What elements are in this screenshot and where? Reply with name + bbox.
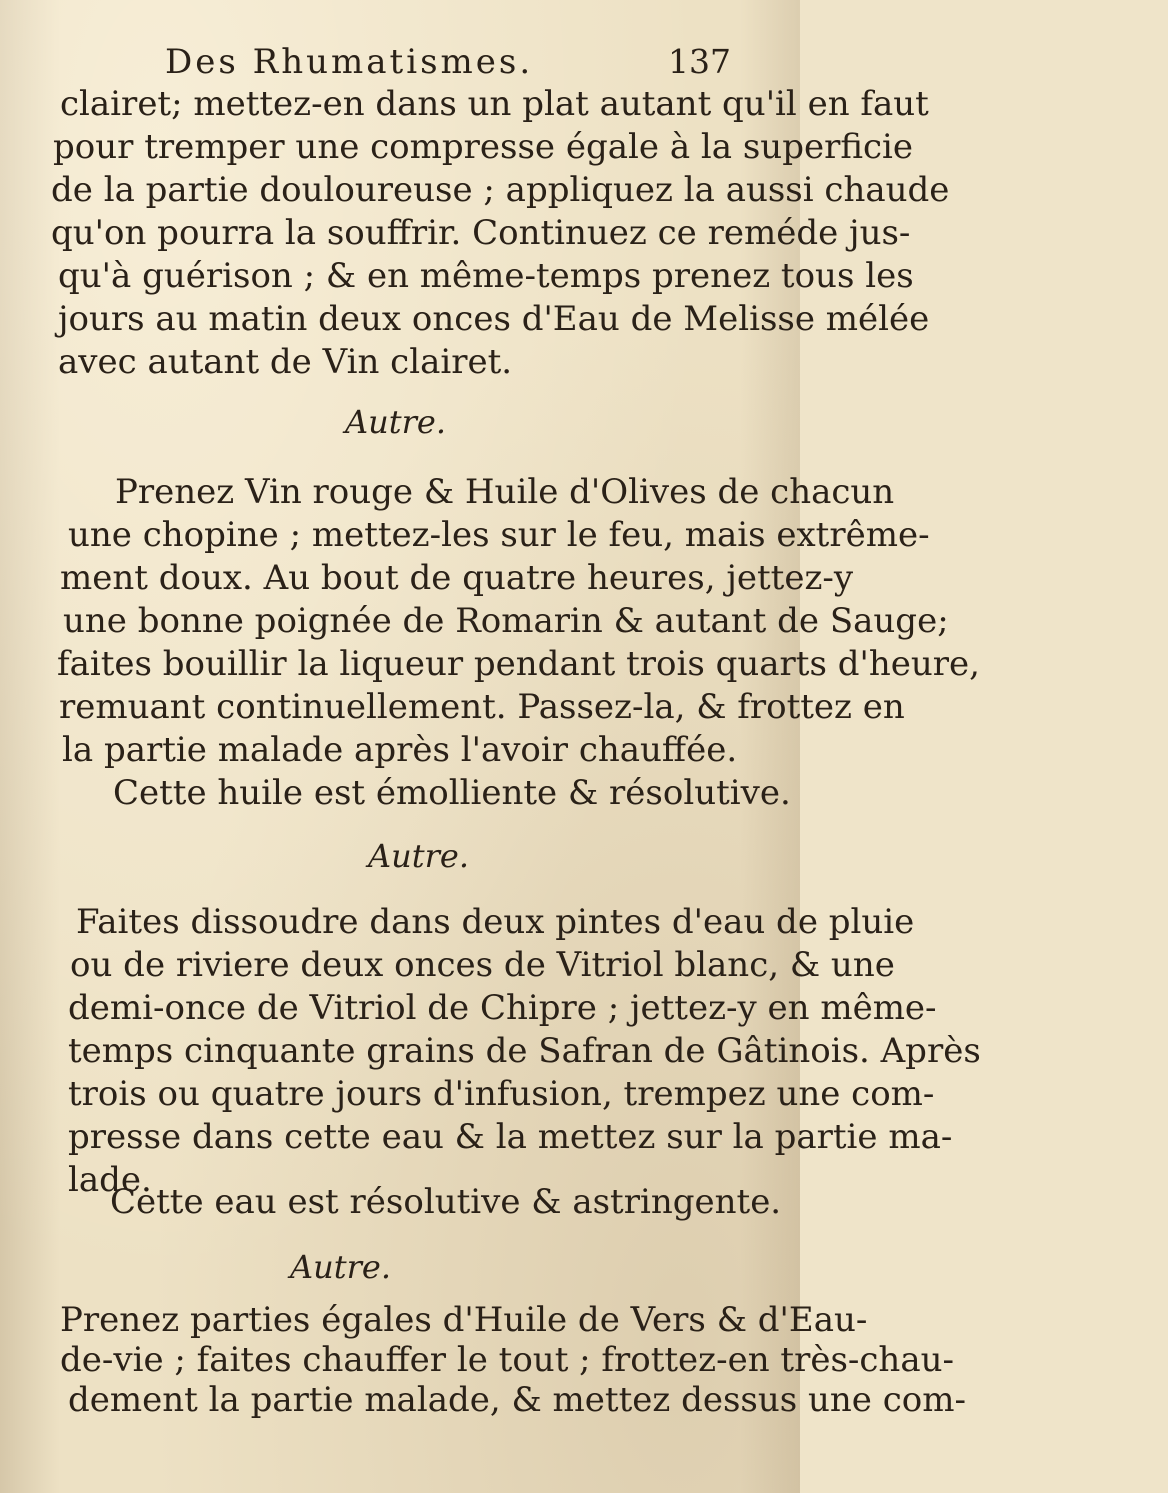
text-line: la partie malade après l'avoir chauffée.: [62, 730, 738, 770]
text-line: temps cinquante grains de Safran de Gâtinois. Après: [68, 1031, 981, 1071]
text-line: Faites dissoudre dans deux pintes d'eau de pluie: [76, 902, 915, 942]
text-line: de-vie ; faites chauffer le tout ; frottez-en très-chau-: [60, 1340, 954, 1380]
text-line: Prenez parties égales d'Huile de Vers & d'Eau-: [60, 1300, 868, 1340]
text-line: Cette eau est résolutive & astringente.: [110, 1182, 782, 1222]
text-line: ment doux. Au bout de quatre heures, jettez-y: [60, 558, 854, 598]
text-line: trois ou quatre jours d'infusion, trempez une com-: [68, 1074, 935, 1114]
text-line: presse dans cette eau & la mettez sur la partie ma-: [68, 1117, 953, 1157]
text-line: dement la partie malade, & mettez dessus une com-: [68, 1380, 966, 1420]
text-line: remuant continuellement. Passez-la, & frottez en: [59, 687, 905, 727]
text-line: qu'on pourra la souffrir. Continuez ce reméde jus-: [51, 213, 911, 253]
section-heading: Autre.: [368, 837, 469, 875]
text-line: jours au matin deux onces d'Eau de Melisse mélée: [58, 299, 930, 339]
text-line: faites bouillir la liqueur pendant trois quarts d'heure,: [57, 644, 980, 684]
page-number: 137: [668, 42, 731, 81]
text-line: ou de riviere deux onces de Vitriol blanc, & une: [70, 945, 895, 985]
text-line: pour tremper une compresse égale à la superficie: [53, 127, 914, 167]
text-line: demi-once de Vitriol de Chipre ; jettez-y en même-: [68, 988, 937, 1028]
text-line: lade.: [68, 1160, 152, 1200]
text-line: une bonne poignée de Romarin & autant de Sauge;: [63, 601, 949, 641]
running-header: [0, 42, 800, 82]
section-heading: Autre.: [345, 403, 446, 441]
text-line: de la partie douloureuse ; appliquez la aussi chaude: [51, 170, 950, 210]
text-line: avec autant de Vin clairet.: [58, 342, 513, 382]
text-line: qu'à guérison ; & en même-temps prenez tous les: [58, 256, 914, 296]
section-heading: Autre.: [290, 1248, 391, 1286]
running-title: Des Rhumatismes.: [165, 42, 534, 82]
text-line: clairet; mettez-en dans un plat autant qu'il en faut: [60, 84, 929, 124]
text-line: Prenez Vin rouge & Huile d'Olives de chacun: [115, 472, 895, 512]
text-line: Cette huile est émolliente & résolutive.: [113, 773, 791, 813]
text-line: une chopine ; mettez-les sur le feu, mais extrême-: [68, 515, 930, 555]
